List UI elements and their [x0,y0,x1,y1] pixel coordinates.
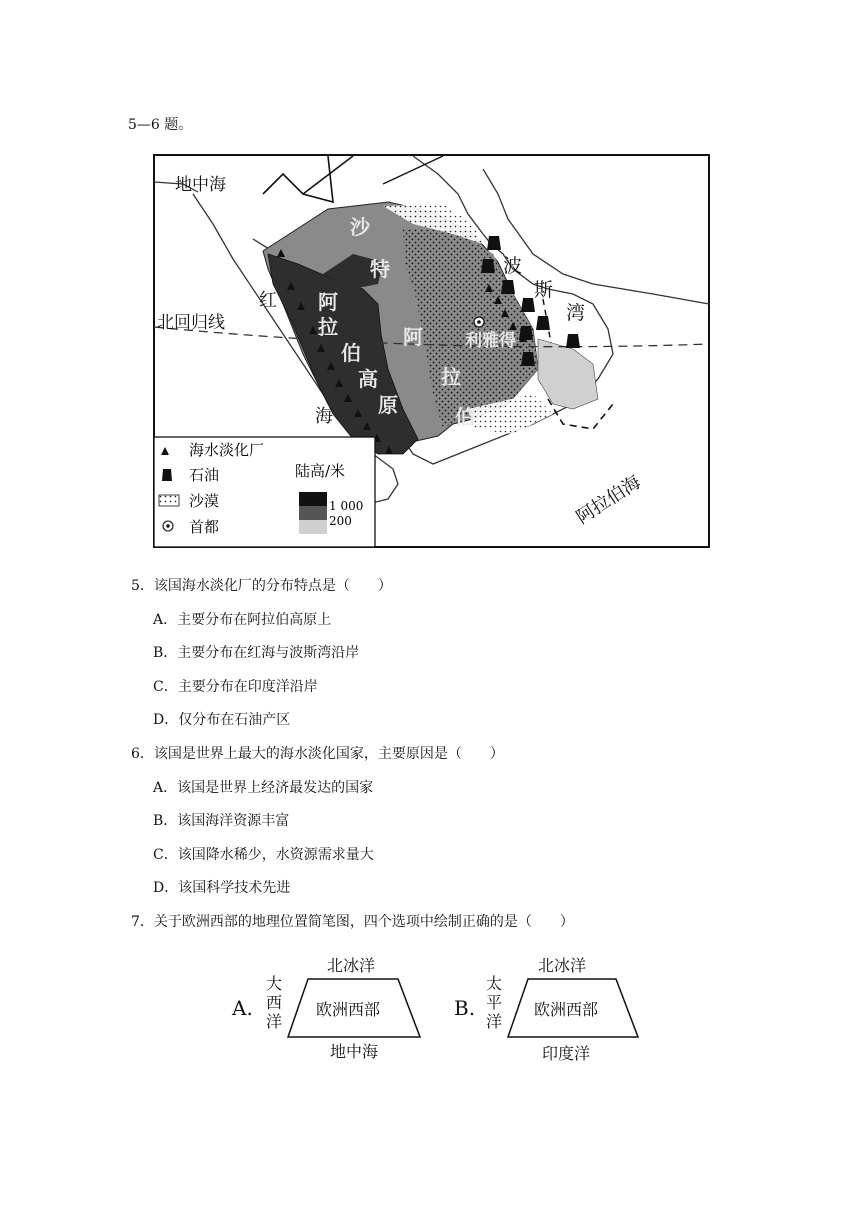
svg-text:沙: 沙 [350,215,370,239]
q6-option-c[interactable]: C．该国降水稀少，水资源需求量大 [153,847,374,863]
svg-text:波: 波 [503,255,523,277]
svg-text:A.: A. [232,996,253,1020]
svg-text:伯: 伯 [455,405,475,429]
label-arabian-sea: 阿拉伯海 [572,471,645,529]
svg-text:陆高/米: 陆高/米 [295,462,346,480]
q5-option-b[interactable]: B．主要分布在红海与波斯湾沿岸 [153,645,360,661]
svg-text:红: 红 [259,290,277,311]
label-mediterranean: 地中海 [175,175,226,195]
svg-text:西: 西 [266,993,283,1012]
svg-text:拉: 拉 [318,315,338,339]
map-legend [154,437,375,547]
question-7-diagrams [230,945,650,1065]
svg-text:首都: 首都 [189,518,220,536]
arabia-map [153,154,710,548]
svg-text:原: 原 [378,393,398,417]
q6-option-d[interactable]: D．该国科学技术先进 [153,880,291,896]
question-6-stem: 6．该国是世界上最大的海水淡化国家，主要原因是（ ） [131,746,504,762]
svg-text:欧洲西部: 欧洲西部 [534,1000,599,1019]
svg-text:斯: 斯 [534,279,554,301]
q6-option-b[interactable]: B．该国海洋资源丰富 [153,813,290,829]
question-5-stem: 5．该国海水淡化厂的分布特点是（ ） [131,578,392,594]
svg-text:欧洲西部: 欧洲西部 [316,1000,381,1019]
svg-text:阿: 阿 [403,325,423,349]
svg-text:阿: 阿 [318,290,338,314]
svg-text:200: 200 [329,514,352,528]
svg-text:高: 高 [358,367,378,391]
q5-option-d[interactable]: D．仅分布在石油产区 [153,712,291,728]
svg-text:湾: 湾 [566,302,586,324]
question-7-stem: 7．关于欧洲西部的地理位置简笔图，四个选项中绘制正确的是（ ） [131,914,574,930]
capital-marker [474,317,484,327]
svg-text:伯: 伯 [341,341,361,365]
svg-text:洋: 洋 [266,1012,283,1031]
svg-text:利雅得: 利雅得 [465,331,516,351]
svg-text:石油: 石油 [189,466,220,484]
diagram-option-b [454,956,638,1063]
svg-text:印度洋: 印度洋 [542,1044,591,1063]
svg-text:B.: B. [454,996,476,1020]
svg-text:地中海: 地中海 [330,1042,379,1061]
svg-text:北冰洋: 北冰洋 [327,956,376,975]
svg-text:北回归线: 北回归线 [157,313,225,333]
intro-text: 5—6 题。 [128,117,193,133]
svg-text:太: 太 [486,974,503,993]
svg-text:沙漠: 沙漠 [189,492,220,510]
svg-text:平: 平 [486,993,503,1012]
q5-option-c[interactable]: C．主要分布在印度洋沿岸 [153,679,318,695]
svg-text:北冰洋: 北冰洋 [538,956,587,975]
svg-text:海: 海 [315,406,333,427]
svg-text:拉: 拉 [441,365,461,389]
diagram-option-a [231,956,420,1061]
q5-option-a[interactable]: A．主要分布在阿拉伯高原上 [153,612,332,628]
svg-text:海水淡化厂: 海水淡化厂 [189,441,265,459]
svg-text:特: 特 [370,257,390,281]
svg-text:1 000: 1 000 [329,499,364,513]
svg-text:大: 大 [266,974,283,993]
svg-text:洋: 洋 [486,1012,503,1031]
q6-option-a[interactable]: A．该国是世界上经济最发达的国家 [153,780,374,796]
